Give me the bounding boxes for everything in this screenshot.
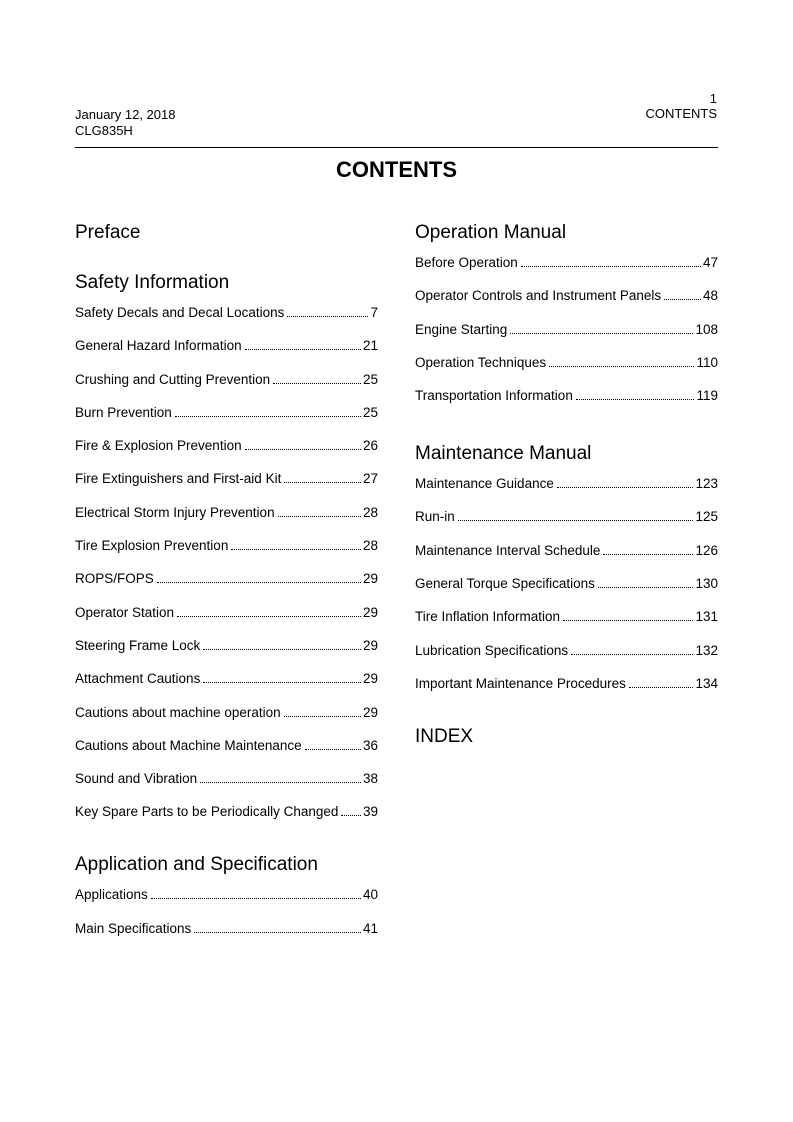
toc-entry-page: 7 <box>370 305 378 320</box>
toc-left-column <box>75 220 378 939</box>
toc-entry-page: 29 <box>362 671 378 687</box>
toc-entry-label: Maintenance Interval Schedule <box>415 542 601 558</box>
toc-entry[interactable] <box>415 386 718 406</box>
toc-entry-label: Engine Starting <box>415 321 508 337</box>
toc-entry-label: Important Maintenance Procedures <box>415 675 626 691</box>
toc-entry[interactable] <box>75 636 378 656</box>
toc-entry-page: 21 <box>362 338 378 354</box>
toc-entry[interactable] <box>415 641 718 661</box>
section-heading-operation[interactable]: Operation Manual <box>415 222 567 243</box>
toc-entry-page: 130 <box>695 576 718 592</box>
toc-leader <box>157 582 361 583</box>
toc-entry-page: 29 <box>362 704 378 720</box>
toc-entry[interactable] <box>415 574 718 594</box>
toc-entry-page: 47 <box>702 255 718 270</box>
toc-entry-page: 126 <box>695 542 718 558</box>
toc-entry[interactable] <box>75 569 378 589</box>
toc-leader <box>576 399 695 400</box>
toc-entry-page: 131 <box>695 609 718 625</box>
toc-entry-label: Electrical Storm Injury Prevention <box>75 504 275 520</box>
toc-right-column <box>415 220 718 750</box>
toc-list-application <box>75 885 378 938</box>
toc-leader <box>200 782 361 783</box>
header-rule <box>75 147 718 148</box>
toc-entry[interactable] <box>75 669 378 689</box>
toc-leader <box>194 932 361 933</box>
toc-leader <box>341 815 361 816</box>
toc-list-safety <box>75 303 378 822</box>
toc-entry-label: Tire Explosion Prevention <box>75 538 229 554</box>
toc-leader <box>458 520 694 521</box>
toc-leader <box>510 333 693 334</box>
toc-leader <box>245 349 361 350</box>
header-left <box>75 107 175 139</box>
toc-leader <box>549 366 694 367</box>
toc-leader <box>521 266 701 267</box>
header-page-number: 1 <box>709 91 717 106</box>
toc-entry-page: 26 <box>362 438 378 454</box>
toc-entry[interactable] <box>75 736 378 756</box>
toc-entry-page: 28 <box>362 504 378 520</box>
toc-entry[interactable] <box>75 370 378 390</box>
toc-entry-page: 28 <box>362 538 378 554</box>
toc-entry-page: 108 <box>695 321 718 337</box>
toc-leader <box>284 482 361 483</box>
toc-entry-page: 25 <box>362 404 378 420</box>
toc-entry-label: Crushing and Cutting Prevention <box>75 371 271 387</box>
toc-leader <box>629 687 694 688</box>
toc-entry[interactable] <box>75 703 378 723</box>
toc-entry-label: Main Specifications <box>75 920 192 936</box>
toc-entry[interactable] <box>415 320 718 340</box>
section-heading-safety[interactable]: Safety Information <box>75 272 230 293</box>
toc-entry-label: Transportation Information <box>415 388 573 404</box>
page-title: CONTENTS <box>336 157 457 182</box>
header-model: CLG835H <box>75 123 133 138</box>
toc-entry-label: Key Spare Parts to be Periodically Changed <box>75 804 339 820</box>
toc-entry-page: 39 <box>362 804 378 820</box>
toc-entry[interactable] <box>415 674 718 694</box>
toc-entry-label: Before Operation <box>415 255 518 270</box>
toc-entry-label: Tire Inflation Information <box>415 609 561 625</box>
toc-entry-page: 110 <box>696 354 718 370</box>
toc-entry-label: Operation Techniques <box>415 354 547 370</box>
toc-entry-page: 41 <box>362 920 378 936</box>
toc-entry-label: Operator Station <box>75 604 175 620</box>
toc-entry[interactable] <box>415 474 718 494</box>
toc-entry[interactable] <box>75 403 378 423</box>
toc-entry-page: 40 <box>362 887 378 903</box>
toc-leader <box>151 898 361 899</box>
toc-entry[interactable] <box>75 303 378 323</box>
toc-entry-page: 38 <box>362 771 378 787</box>
toc-entry-label: Run-in <box>415 509 455 525</box>
toc-leader <box>571 654 693 655</box>
toc-list-maintenance <box>415 474 718 694</box>
toc-leader <box>305 749 361 750</box>
toc-entry-page: 125 <box>695 509 718 525</box>
toc-leader <box>245 449 361 450</box>
toc-entry[interactable] <box>75 802 378 822</box>
header-right <box>646 91 718 121</box>
toc-entry-page: 48 <box>702 288 718 304</box>
toc-entry-page: 29 <box>362 604 378 620</box>
toc-leader <box>287 316 368 317</box>
toc-leader <box>203 649 361 650</box>
toc-entry-label: Steering Frame Lock <box>75 637 201 653</box>
toc-entry-label: General Hazard Information <box>75 338 242 354</box>
toc-entry-page: 29 <box>362 637 378 653</box>
toc-entry-label: Lubrication Specifications <box>415 642 569 658</box>
header-date: January 12, 2018 <box>75 107 176 122</box>
header-section: CONTENTS <box>645 106 717 121</box>
section-heading-index[interactable]: INDEX <box>415 725 474 747</box>
toc-entry-label: Maintenance Guidance <box>415 476 554 492</box>
toc-leader <box>175 416 361 417</box>
toc-entry-label: Cautions about Machine Maintenance <box>75 737 302 753</box>
toc-entry-page: 29 <box>362 571 378 587</box>
toc-leader <box>231 549 361 550</box>
toc-entry-page: 36 <box>362 737 378 753</box>
toc-entry-label: Attachment Cautions <box>75 671 201 687</box>
toc-entry-label: Fire & Explosion Prevention <box>75 438 242 454</box>
toc-entry-label: Burn Prevention <box>75 404 172 420</box>
toc-leader <box>563 620 693 621</box>
toc-entry-page: 119 <box>696 388 718 404</box>
toc-entry[interactable] <box>75 603 378 623</box>
section-heading-preface[interactable]: Preface <box>75 222 141 243</box>
toc-entry[interactable] <box>415 286 718 306</box>
toc-entry-page: 132 <box>695 642 718 658</box>
toc-entry[interactable] <box>75 503 378 523</box>
toc-entry-label: Fire Extinguishers and First-aid Kit <box>75 471 282 487</box>
toc-entry[interactable] <box>415 353 718 373</box>
toc-entry[interactable] <box>415 253 718 273</box>
toc-entry-page: 123 <box>695 476 718 492</box>
toc-leader <box>557 487 694 488</box>
section-heading-application[interactable]: Application and Specification <box>75 854 318 876</box>
toc-entry[interactable] <box>75 436 378 456</box>
toc-entry-label: Cautions about machine operation <box>75 704 281 720</box>
toc-entry-label: Safety Decals and Decal Locations <box>75 305 285 320</box>
toc-leader <box>598 587 694 588</box>
toc-entry[interactable] <box>415 541 718 561</box>
toc-entry-page: 27 <box>362 471 378 487</box>
toc-entry-label: Applications <box>75 887 148 903</box>
toc-leader <box>278 516 361 517</box>
toc-entry-label: General Torque Specifications <box>415 576 595 592</box>
toc-entry-label: ROPS/FOPS <box>75 571 154 587</box>
toc-entry[interactable] <box>415 607 718 627</box>
toc-entry[interactable] <box>75 919 378 939</box>
toc-leader <box>284 716 361 717</box>
toc-entry[interactable] <box>75 769 378 789</box>
toc-entry-label: Operator Controls and Instrument Panels <box>415 288 662 304</box>
toc-leader <box>664 299 701 300</box>
toc-leader <box>203 682 361 683</box>
toc-entry[interactable] <box>415 507 718 527</box>
toc-entry[interactable] <box>75 885 378 905</box>
toc-leader <box>177 616 361 617</box>
toc-entry[interactable] <box>75 469 378 489</box>
toc-entry-label: Sound and Vibration <box>75 771 198 787</box>
toc-entry[interactable] <box>75 336 378 356</box>
section-heading-maintenance[interactable]: Maintenance Manual <box>415 443 592 465</box>
toc-list-operation <box>415 253 718 406</box>
toc-leader <box>273 383 361 384</box>
toc-entry-page: 25 <box>362 371 378 387</box>
toc-entry[interactable] <box>75 536 378 556</box>
toc-entry-page: 134 <box>695 675 718 691</box>
toc-leader <box>603 554 693 555</box>
